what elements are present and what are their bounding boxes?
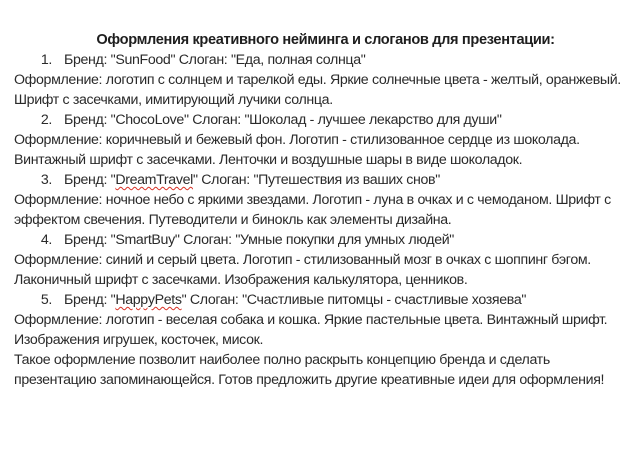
slogan: " Слоган: "Счастливые питомцы - счастливые хозяева" (181, 292, 527, 308)
brand-name-spellcheck[interactable]: HappyPets (115, 292, 182, 308)
list-item-2 (14, 110, 623, 130)
brand-name: SmartBuy (115, 232, 175, 248)
conclusion-paragraph: Такое оформление позволит наиболее полно раскрыть концепцию бренда и сделать презентацию запоминающейся. Готов предложить другие креативные идеи для оформления! (14, 352, 605, 388)
list-item-3 (14, 170, 623, 190)
item-description-3: Оформление: ночное небо с яркими звездами. Логотип - луна в очках и с чемоданом. Шрифт с эффектом свечения. Путеводители и бинокль как элементы дизайна. (14, 192, 611, 228)
item-description-5: Оформление: логотип - веселая собака и кошка. Яркие пастельные цвета. Винтажный шрифт. Изображения игрушек, косточек, мисок. (14, 312, 608, 348)
slogan: " Слоган: "Путешествия из ваших снов" (192, 172, 440, 188)
list-number: 2. (40, 112, 52, 128)
item-description-4: Оформление: синий и серый цвета. Логотип - стилизованный мозг в очках с шоппинг бэгом. Лаконичный шрифт с засечками. Изображения калькулятора, ценников. (14, 252, 591, 288)
list-number: 1. (40, 52, 52, 68)
list-item-1 (14, 50, 623, 70)
list-number: 3. (40, 172, 52, 188)
list-number: 4. (40, 232, 52, 248)
brand-name: ChocoLove (115, 112, 184, 128)
brand-prefix: Бренд: " (64, 52, 116, 68)
brand-name: SunFood (115, 52, 171, 68)
list-item-4 (14, 230, 623, 250)
slogan: " Слоган: "Шоколад - лучшее лекарство для души" (183, 112, 502, 128)
brand-prefix: Бренд: " (64, 172, 116, 188)
brand-prefix: Бренд: " (64, 112, 116, 128)
brand-name-spellcheck[interactable]: DreamTravel (115, 172, 193, 188)
brand-prefix: Бренд: " (64, 232, 116, 248)
slogan: " Слоган: "Умные покупки для умных людей" (174, 232, 454, 248)
item-description-2: Оформление: коричневый и бежевый фон. Логотип - стилизованное сердце из шоколада. Винтажный шрифт с засечками. Ленточки и воздушные шары в виде шоколадок. (14, 132, 580, 168)
slogan: " Слоган: "Еда, полная солнца" (170, 52, 366, 68)
document-title: Оформления креативного нейминга и слоганов для презентации: (96, 32, 555, 48)
list-item-5 (14, 290, 623, 310)
brand-prefix: Бренд: " (64, 292, 116, 308)
list-number: 5. (40, 292, 52, 308)
item-description-1: Оформление: логотип с солнцем и тарелкой еды. Яркие солнечные цвета - желтый, оранжевый. Шрифт с засечками, имитирующий лучики солнца. (14, 72, 621, 108)
